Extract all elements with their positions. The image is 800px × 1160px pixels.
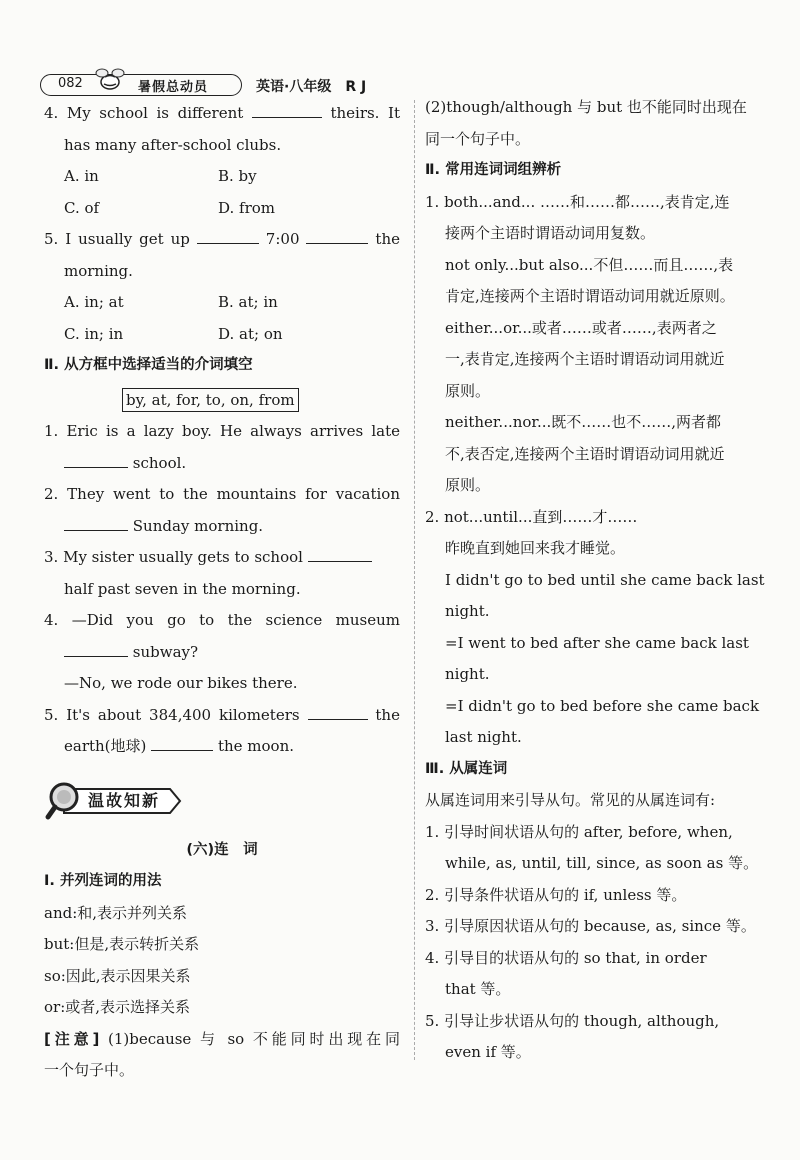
option-a: A. in; at [64,293,124,311]
fill-2-line-2: Sunday morning. [44,511,400,543]
question-4-line-2: has many after-school clubs. [64,135,282,154]
note-2-line-2: 同一个句子中。 [425,129,531,148]
note-2-line-1: (2)though/although 与 but 也不能同时出现在 [425,98,747,116]
pair-3-line-3: 原则。 [445,381,491,400]
pair-5-line-5: =I went to bed after she came back last [445,633,749,652]
bee-mascot-icon [90,64,130,94]
question-4-options-row-1 [44,161,400,193]
section-3-title: Ⅲ. 从属连词 [425,760,508,777]
question-5-line-1: 5. I usually get up 7:00 the [44,224,400,256]
subordinate-1-line-2: while, as, until, till, since, as soon as 等。 [445,854,759,872]
section-2-title: Ⅱ. 从方框中选择适当的介词填空 [44,357,253,373]
subordinate-4-line-1: 4. 引导目的状语从句的 so that, in order [425,948,707,967]
left-column [44,98,400,1087]
option-c: C. of [64,198,100,217]
pair-1-line-2: 接两个主语时谓语动词用复数。 [445,224,656,242]
pair-5-line-1: 2. not...until...直到……才…… [425,507,638,526]
pair-5-line-7: =I didn't go to bed before she came back [445,696,760,715]
answer-blank[interactable] [64,512,128,531]
fill-2-line-1: 2. They went to the mountains for vacation [44,485,400,503]
conjunction-item: or:或者,表示选择关系 [44,998,191,1016]
answer-blank[interactable] [306,225,368,244]
column-divider [414,100,415,1060]
lesson-title: (六)连 词 [186,841,258,858]
option-d: D. at; on [218,324,283,343]
fill-1-line-1: 1. Eric is a lazy boy. He always arrives late [44,422,400,440]
note-line-1: [注意] (1)because 与 so 不能同时出现在同 [44,1029,400,1048]
banner-title: 温故知新 [88,790,161,810]
pair-4-line-2: 不,表否定,连接两个主语时谓语动词用就近 [445,444,725,463]
subordinate-5-line-1: 5. 引导让步状语从句的 though, although, [425,1011,720,1030]
fill-5-line-2: earth(地球) the moon. [44,731,400,763]
option-a: A. in [64,167,99,185]
pair-2-line-2: 肯定,连接两个主语时谓语动词用就近原则。 [445,287,735,305]
pair-5-line-3: I didn't go to bed until she came back last [445,570,765,589]
conjunction-section-title: Ⅰ. 并列连词的用法 [44,873,162,889]
page-header [40,74,460,96]
answer-blank[interactable] [197,225,259,244]
answer-blank[interactable] [151,732,213,751]
word-box: by, at, for, to, on, from [122,388,299,412]
fill-5-line-1: 5. It's about 384,400 kilometers the [44,700,400,732]
pair-4-line-1: neither...nor...既不……也不……,两者都 [445,413,722,431]
review-banner [44,775,400,825]
fill-4-line-3: —No, we rode our bikes there. [64,674,298,692]
question-4-options-row-2 [44,193,400,225]
right-column [425,92,771,1069]
pair-2-line-1: not only...but also...不但……而且……,表 [445,255,734,274]
question-5-options-row-2 [44,319,400,351]
pair-5-line-4: night. [445,602,490,620]
question-5-options-row-1 [44,287,400,319]
subordinate-1-line-1: 1. 引导时间状语从句的 after, before, when, [425,822,733,841]
section-3-intro: 从属连词用来引导从句。常见的从属连词有: [425,791,716,809]
option-b: B. by [218,167,257,185]
answer-blank[interactable] [308,543,372,562]
question-5-line-2: morning. [64,261,133,280]
answer-blank[interactable] [308,701,368,720]
pair-3-line-1: either...or...或者……或者……,表两者之 [445,318,717,337]
section-2-title: Ⅱ. 常用连词词组辨析 [425,162,562,178]
pair-5-line-8: last night. [445,728,522,746]
conjunction-item: but:但是,表示转折关系 [44,935,200,953]
question-4-line-1: 4. My school is different theirs. It [44,98,400,130]
pair-4-line-3: 原则。 [445,476,491,494]
subordinate-4-line-2: that 等。 [445,980,511,998]
subject-label: 英语·八年级 R J [256,79,367,95]
subordinate-2: 2. 引导条件状语从句的 if, unless 等。 [425,885,687,904]
pair-1-line-1: 1. both...and... ……和……都……,表肯定,连 [425,192,730,211]
pair-5-line-6: night. [445,665,490,683]
answer-blank[interactable] [64,449,128,468]
fill-1-line-2: school. [44,448,400,480]
conjunction-item: so:因此,表示因果关系 [44,966,191,985]
conjunction-item: and:和,表示并列关系 [44,903,188,922]
answer-blank[interactable] [64,638,128,657]
option-b: B. at; in [218,293,278,311]
pair-5-line-2: 昨晚直到她回来我才睡觉。 [445,539,626,557]
option-d: D. from [218,198,276,217]
fill-3-line-2: half past seven in the morning. [64,579,301,598]
answer-blank[interactable] [252,99,322,118]
fill-4-line-2: subway? [44,637,400,669]
fill-3-line-1: 3. My sister usually gets to school [44,542,400,574]
fill-4-line-1: 4. —Did you go to the science museum [44,611,400,629]
note-line-2: 一个句子中。 [44,1061,135,1079]
subordinate-5-line-2: even if 等。 [445,1043,531,1061]
subordinate-3: 3. 引导原因状语从句的 because, as, since 等。 [425,917,756,935]
brand-title: 暑假总动员 [138,80,209,95]
option-c: C. in; in [64,324,124,343]
page-number: 082 [58,76,83,91]
pair-3-line-2: 一,表肯定,连接两个主语时谓语动词用就近 [445,350,725,368]
